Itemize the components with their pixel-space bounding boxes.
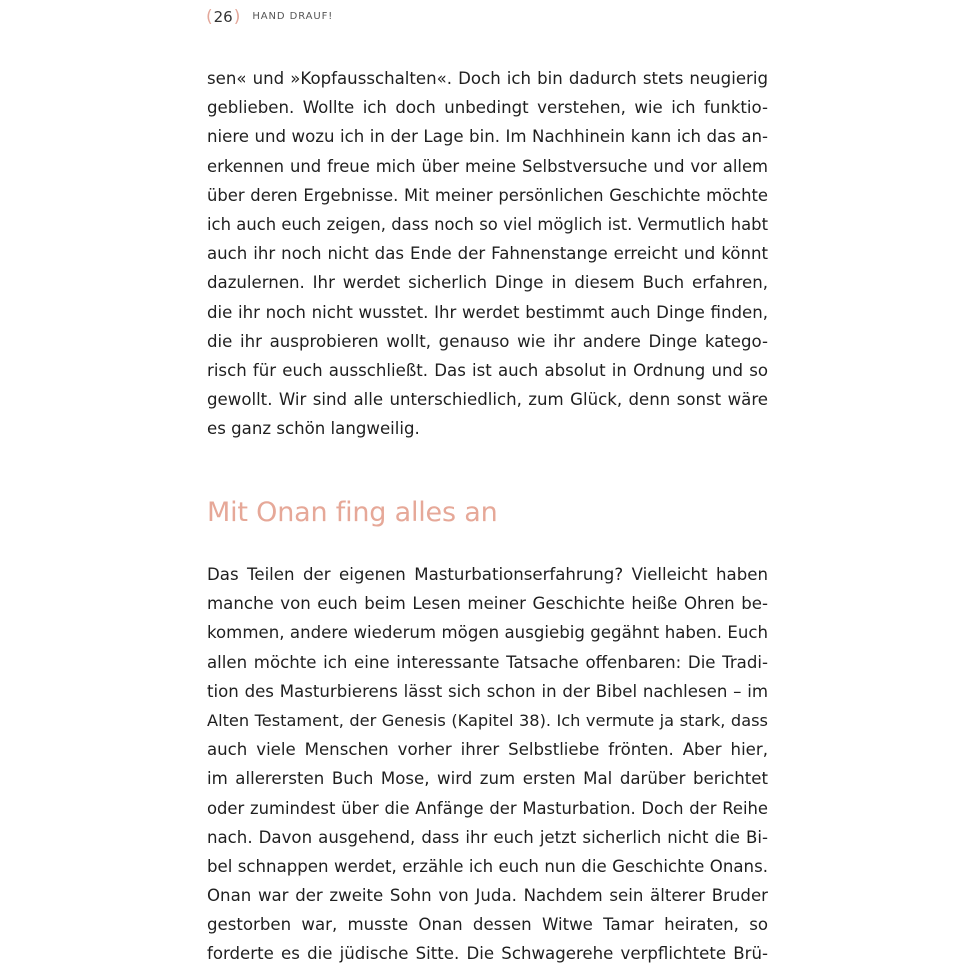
text-line: die ihr noch nicht wusstet. Ihr werdet bestimmt auch Dinge finden, [207,302,768,322]
text-line-last: es ganz schön langweilig. [207,419,420,439]
running-title: HAND DRAUF! [252,11,334,22]
text-line: auch viele Menschen vorher ihrer Selbstliebe frönten. Aber hier, [207,740,768,760]
text-line: geblieben. Wollte ich doch unbedingt verstehen, wie ich funktio- [207,98,768,118]
page-number-paren-close: ) [233,7,241,27]
text-line: über deren Ergebnisse. Mit meiner persönlichen Geschichte möchte [207,185,768,205]
text-line: forderte es die jüdische Sitte. Die Schwagerehe verpflichtete Brü- [207,944,768,964]
text-line: die ihr ausprobieren wollt, genauso wie ihr andere Dinge katego- [207,331,768,351]
text-line: tion des Masturbierens lässt sich schon in der Bibel nachlesen – im [207,681,768,701]
text-line: allen möchte ich eine interessante Tatsache offenbaren: Die Tradi- [207,652,768,672]
text-line: manche von euch beim Lesen meiner Geschichte heiße Ohren be- [207,594,768,614]
text-line: oder zumindest über die Anfänge der Masturbation. Doch der Reihe [207,798,768,818]
text-line: im allerersten Buch Mose, wird zum ersten Mal darüber berichtet [207,769,768,789]
paragraph-1 [207,64,768,443]
text-line: bel schnappen werdet, erzähle ich euch nun die Geschichte Onans. [207,856,768,876]
running-head [206,4,333,30]
page-number: 26 [213,8,233,26]
text-line: niere und wozu ich in der Lage bin. Im Nachhinein kann ich das an- [207,127,768,147]
section-heading: Mit Onan fing alles an [207,497,498,528]
text-line: risch für euch ausschließt. Das ist auch absolut in Ordnung und so [207,360,768,380]
text-line: sen« und »Kopfausschalten«. Doch ich bin dadurch stets neugierig [207,69,768,88]
paragraph-2 [207,560,768,969]
page-number-paren-open: ( [206,7,213,27]
text-line: ich auch euch zeigen, dass noch so viel möglich ist. Vermutlich habt [207,214,768,234]
text-line: gestorben war, musste Onan dessen Witwe Tamar heiraten, so [207,915,768,935]
text-line: Das Teilen der eigenen Masturbationserfahrung? Vielleicht haben [207,565,768,584]
text-line: kommen, andere wiederum mögen ausgiebig gegähnt haben. Euch [207,623,768,643]
text-line: nach. Davon ausgehend, dass ihr euch jetzt sicherlich nicht die Bi- [207,827,768,847]
text-line: Alten Testament, der Genesis (Kapitel 38). Ich vermute ja stark, dass [207,710,768,730]
text-line: Onan war der zweite Sohn von Juda. Nachdem sein älterer Bruder [207,886,768,906]
text-line: gewollt. Wir sind alle unterschiedlich, zum Glück, denn sonst wäre [207,390,768,410]
text-line: auch ihr noch nicht das Ende der Fahnenstange erreicht und könnt [207,244,768,264]
text-line: dazulernen. Ihr werdet sicherlich Dinge in diesem Buch erfahren, [207,273,768,293]
text-line: erkennen und freue mich über meine Selbstversuche und vor allem [207,156,768,176]
